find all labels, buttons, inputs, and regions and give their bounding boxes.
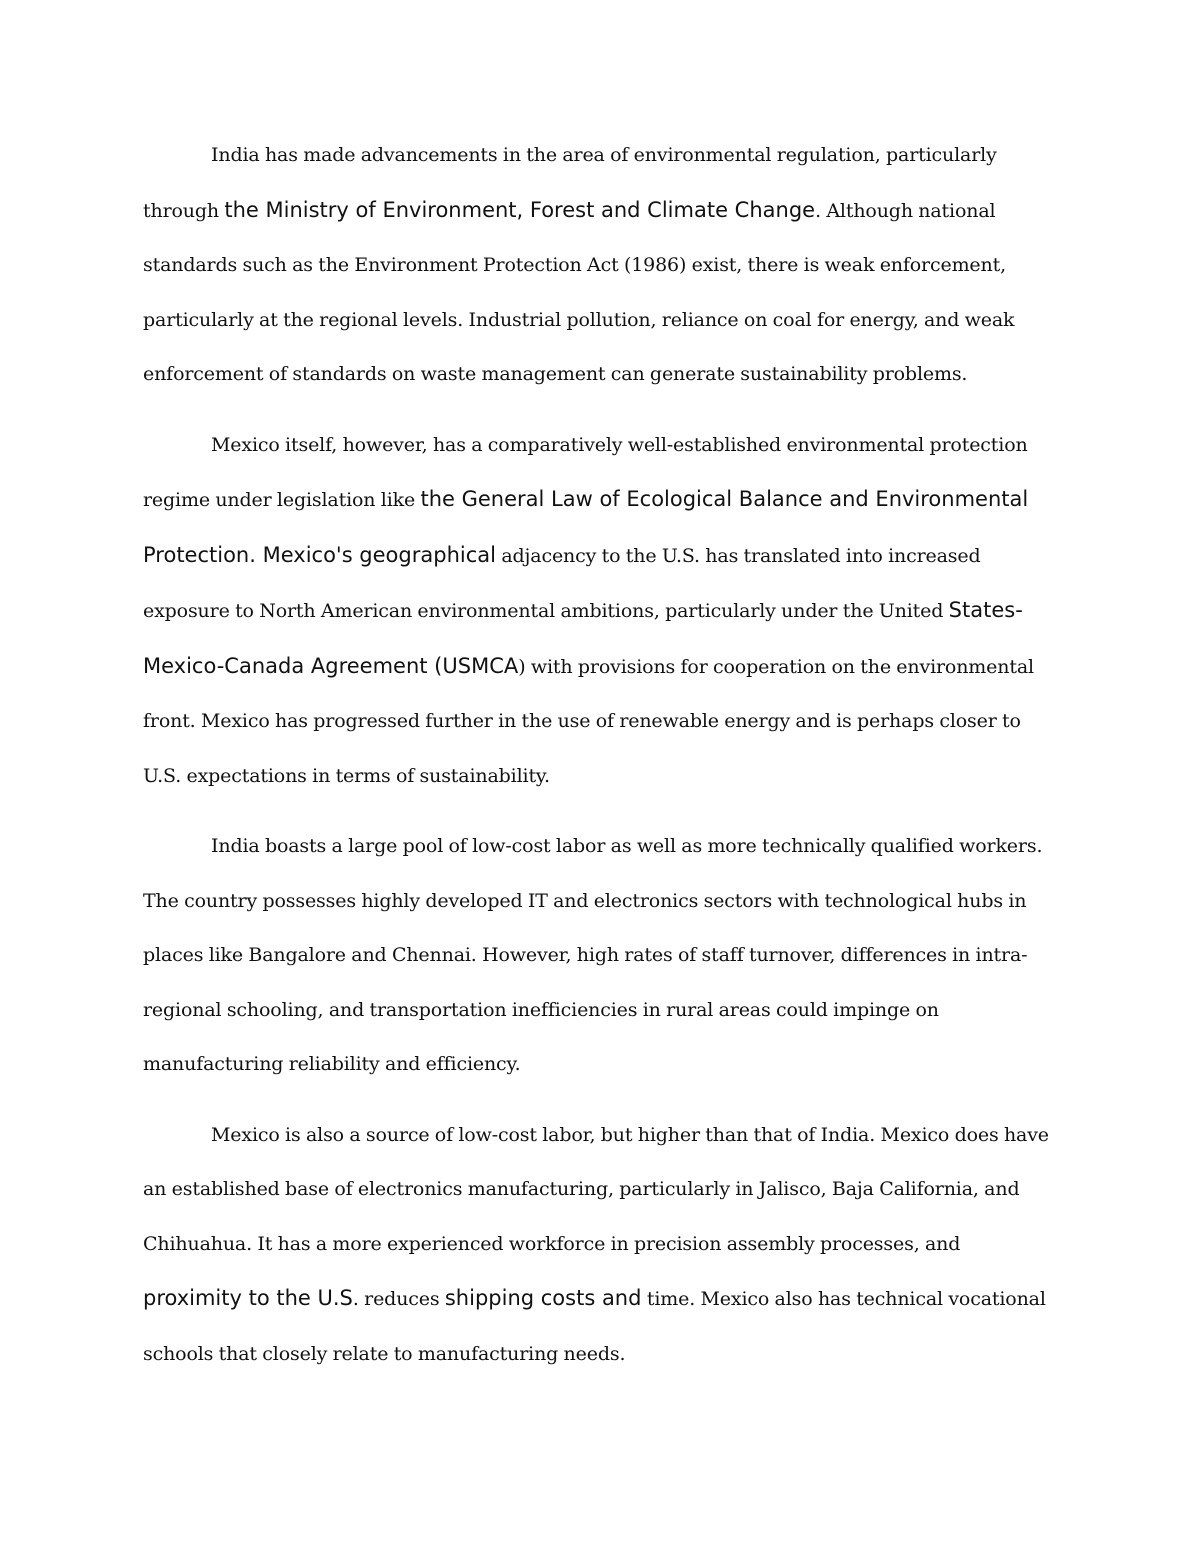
text-run-emphasis: shipping costs and: [444, 1286, 642, 1310]
document-body: [143, 128, 1063, 1381]
text-run-emphasis: the Ministry of Environment, Forest and Climate Change: [224, 197, 816, 222]
paragraph-india-labor: [143, 819, 1063, 1092]
paragraph-mexico-environment: [143, 418, 1063, 804]
text-run-emphasis: States-Mexico-Canada Agreement (USMCA: [143, 598, 1023, 678]
text-run-emphasis: proximity to the U.S: [143, 1286, 353, 1310]
text-run: ) with provisions for cooperation on the environmental front. Mexico has progressed further in the use of renewable energy and is perhaps closer to U.S. expectations in terms of sustainability.: [143, 655, 1034, 787]
text-run: Mexico is also a source of low-cost labor, but higher than that of India. Mexico does have an established base of electronics manufacturing, particularly in Jalisco, Baja California, and Chihuahua. It has a more experienced workforce in precision assembly processes, and: [143, 1123, 1049, 1255]
text-run: . Although national standards such as the Environment Protection Act (1986) exist, there is weak enforcement, particularly at the regional levels. Industrial pollution, reliance on coal for energy, and weak enforcement of standards on waste management can generate sustainability problems.: [143, 199, 1015, 385]
paragraph-mexico-labor: [143, 1108, 1063, 1382]
text-run: India boasts a large pool of low-cost labor as well as more technically qualified workers. The country possesses highly developed IT and electronics sectors with technological hubs in places like Bangalore and Chennai. However, high rates of staff turnover, differences in intra-regional schooling, and transportation inefficiencies in rural areas could impinge on manufacturing reliability and efficiency.: [143, 835, 1043, 1075]
text-run: Mexico itself, however, has a comparatively well-established environmental protection regime under legislation like: [143, 433, 1028, 511]
text-run: time. Mexico also has technical vocational schools that closely relate to manufacturing needs.: [143, 1288, 1046, 1365]
text-run-emphasis: the General Law of Ecological Balance and Environmental Protection. Mexico's geographical: [143, 487, 1029, 567]
paragraph-india-environment: [143, 128, 1063, 402]
text-run: . reduces: [352, 1288, 445, 1310]
text-run: adjacency to the U.S. has translated into increased exposure to North American environmental ambitions, particularly under the United: [143, 544, 981, 622]
text-run: India has made advancements in the area of environmental regulation, particularly through: [143, 144, 997, 222]
